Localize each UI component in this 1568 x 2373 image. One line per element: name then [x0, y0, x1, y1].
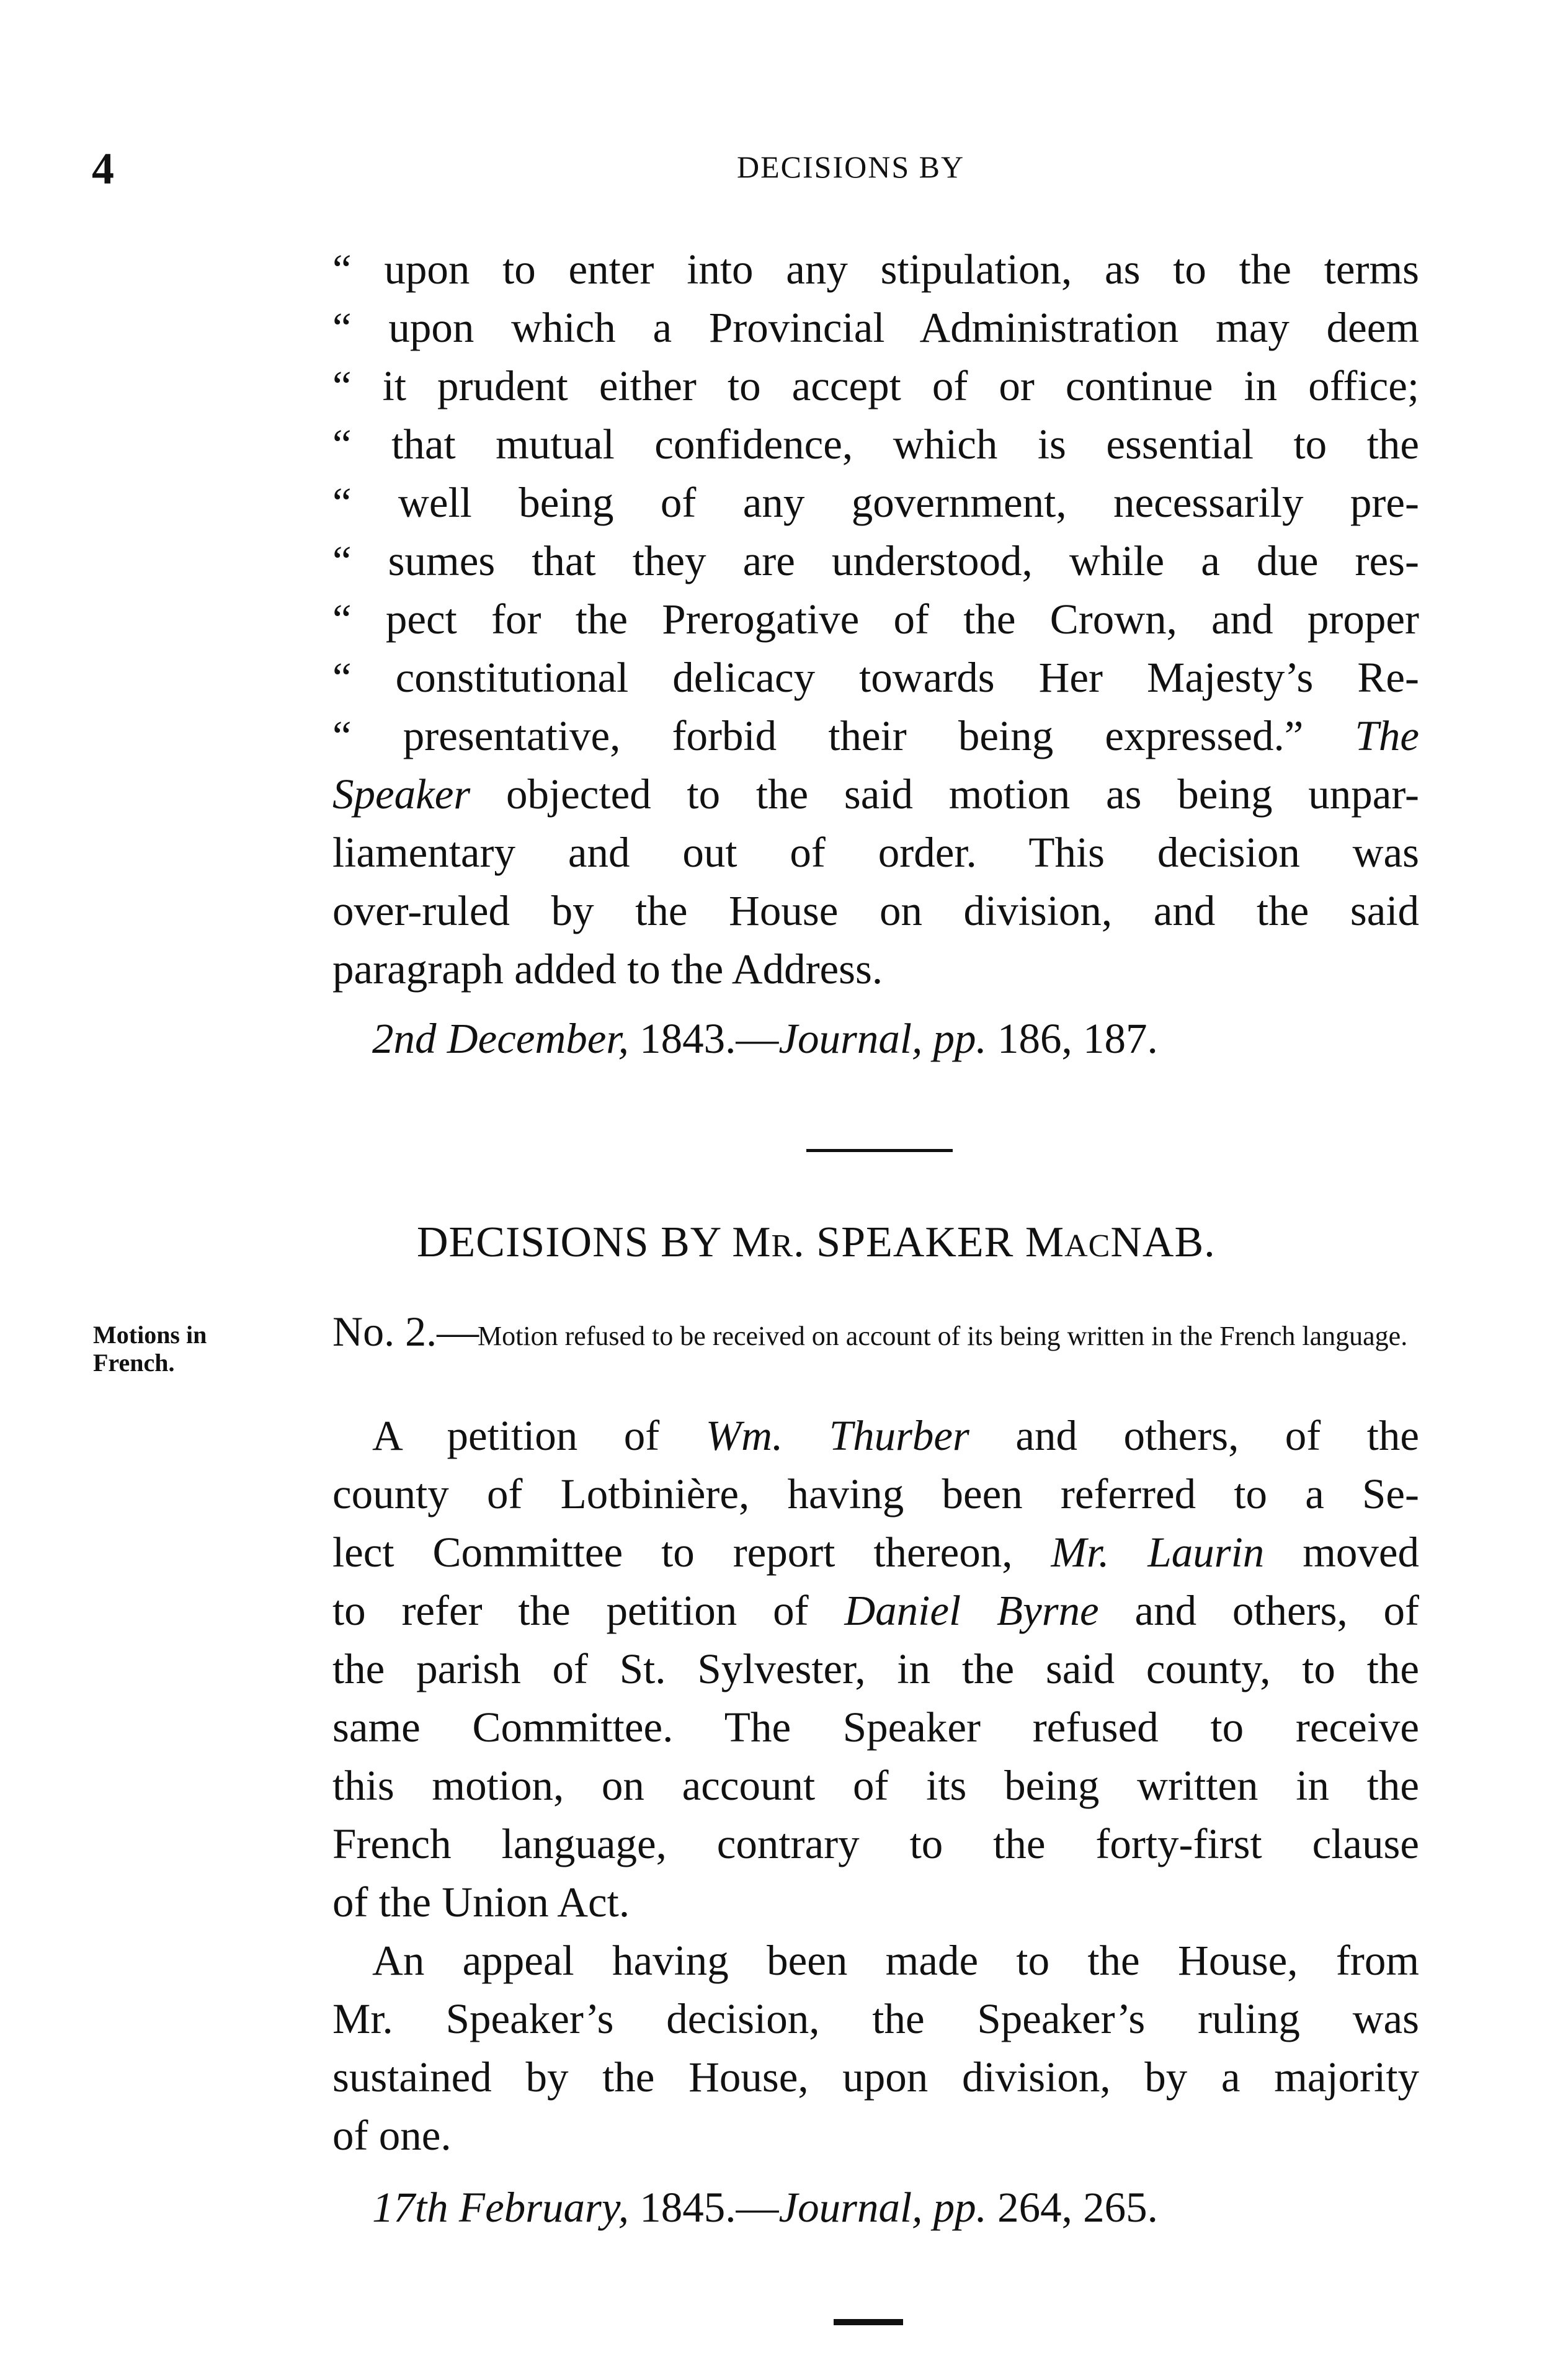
body-line: of one. — [332, 2112, 452, 2159]
quote-line: “ upon which a Provincial Administration may deem — [332, 304, 1419, 351]
quote-line: “ constitutional delicacy towards Her Majesty’s Re- — [332, 654, 1419, 701]
item-summary: Motion refused to be received on account of its being written in the French language. — [478, 1321, 1408, 1351]
item-number: No. 2.— — [332, 1308, 479, 1355]
margin-note: Motions in French. — [93, 1321, 207, 1377]
quote-line: “ well being of any government, necessarily pre- — [332, 479, 1419, 526]
body-line: the parish of St. Sylvester, in the said county, to the — [332, 1645, 1419, 1692]
body-line: lect Committee to report thereon, Mr. Laurin moved — [332, 1529, 1419, 1576]
quote-line-with-trail — [332, 712, 1419, 759]
end-rule — [834, 2319, 903, 2325]
body-line: An appeal having been made to the House, from — [372, 1937, 1419, 1984]
quote-line: “ pect for the Prerogative of the Crown, and proper — [332, 596, 1419, 643]
body-line: over-ruled by the House on division, and the said — [332, 887, 1419, 934]
body-line: to refer the petition of Daniel Byrne and others, of — [332, 1587, 1419, 1634]
body-line: French language, contrary to the forty-first clause — [332, 1820, 1419, 1867]
italic-speaker: Speaker — [332, 771, 471, 818]
body-line: paragraph added to the Address. — [332, 945, 883, 993]
page-number: 4 — [92, 144, 114, 194]
body-line: of the Union Act. — [332, 1879, 630, 1926]
body-line: same Committee. The Speaker refused to receive — [332, 1704, 1419, 1751]
section-heading: DECISIONS BY MR. SPEAKER MACNAB. — [417, 1218, 1216, 1266]
quote-line: “ upon to enter into any stipulation, as to the terms — [332, 246, 1419, 293]
italic-the: The — [1355, 712, 1419, 759]
quote-line: “ sumes that they are understood, while a due res- — [332, 537, 1419, 584]
body-line: sustained by the House, upon division, by a majority — [332, 2053, 1419, 2101]
body-line: A petition of Wm. Thurber and others, of the — [372, 1412, 1420, 1459]
quote-line: “ it prudent either to accept of or continue in office; — [332, 362, 1419, 409]
body-line: this motion, on account of its being written in the — [332, 1762, 1419, 1809]
quote-line: “ that mutual confidence, which is essential to the — [332, 421, 1419, 468]
body-line: county of Lotbinière, having been referred to a Se- — [332, 1470, 1419, 1517]
dateline-2: 17th February, 1845.—Journal, pp. 264, 265. — [372, 2184, 1158, 2231]
body-line: Speaker objected to the said motion as being unpar- — [332, 771, 1419, 818]
dateline-1: 2nd December, 1843.—Journal, pp. 186, 187. — [372, 1015, 1158, 1062]
section-rule — [806, 1149, 953, 1152]
running-head: DECISIONS BY — [737, 150, 965, 184]
body-line: liamentary and out of order. This decision was — [332, 829, 1419, 876]
quote-line: “ presentative, forbid their being expressed.” — [332, 712, 1304, 759]
body-line: Mr. Speaker’s decision, the Speaker’s ruling was — [332, 1995, 1419, 2042]
